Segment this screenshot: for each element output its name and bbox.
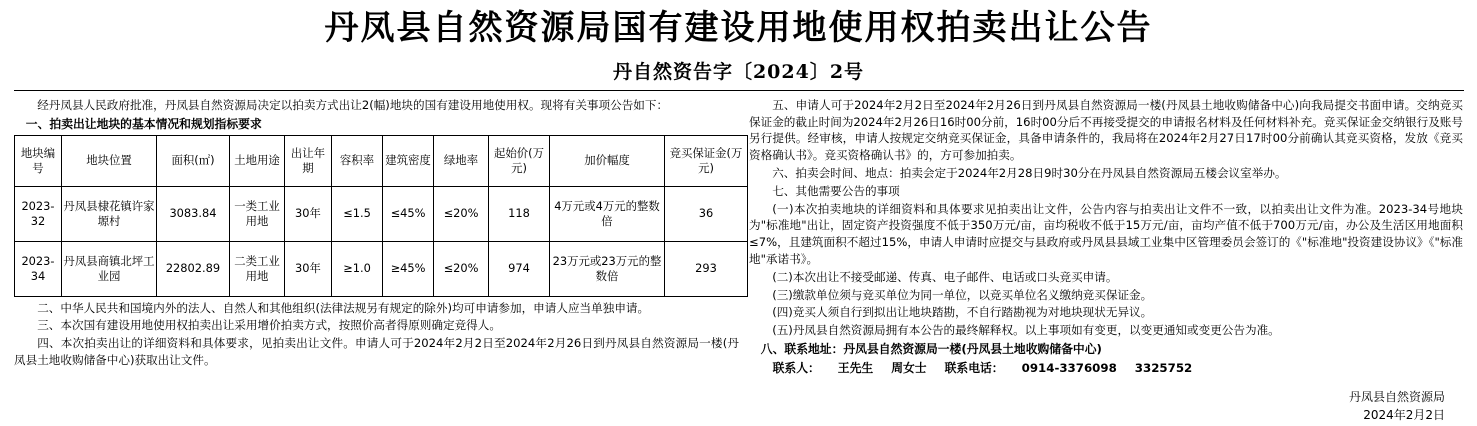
cell-years: 30年 — [285, 241, 332, 296]
th-location: 地块位置 — [62, 135, 157, 186]
left-paragraph-4: 四、本次拍卖出让的详细资料和具体要求，见拍卖出让文件。申请人可于2024年2月2日至2024年2月26日到丹凤县自然资源局一楼(丹凤县土地收购储备中心)获取出让文件。 — [14, 336, 739, 367]
contact-phone-one: 0914-3376098 — [1021, 360, 1117, 375]
right-paragraph-7-5: (五)丹凤县自然资源局拥有本公告的最终解释权。以上事项如有变更，以变更通知或变更公告为准。 — [772, 323, 1280, 338]
th-area: 面积(㎡) — [157, 135, 230, 186]
cell-start-price: 118 — [489, 186, 550, 241]
cell-code: 2023-32 — [15, 186, 62, 241]
contact-phone-label: 联系电话： — [944, 360, 1004, 375]
contact-person-two: 周女士 — [891, 360, 927, 375]
cell-location: 丹凤县商镇北坪工业园 — [62, 241, 157, 296]
contact-label: 联系人： — [772, 360, 820, 375]
cell-increment: 4万元或4万元的整数倍 — [550, 186, 665, 241]
section-one-heading: 一、拍卖出让地块的基本情况和规划指标要求 — [25, 116, 262, 131]
left-paragraph-2: 二、中华人民共和国境内外的法人、自然人和其他组织(法律法规另有规定的除外)均可申请参加，申请人应当单独申请。 — [37, 300, 650, 315]
th-start-price: 起始价(万元) — [489, 135, 550, 186]
section-eight-heading: 八、联系地址：丹凤县自然资源局一楼(丹凤县土地收购储备中心) — [760, 341, 1102, 356]
right-paragraph-6: 六、拍卖会时间、地点：拍卖会定于2024年2月28日9时30分在丹凤县自然资源局五楼会议室举办。 — [772, 165, 1287, 180]
th-code: 地块编号 — [15, 135, 62, 186]
left-column — [14, 97, 749, 424]
cell-location: 丹凤县棣花镇许家塬村 — [62, 186, 157, 241]
cell-use: 二类工业用地 — [230, 241, 285, 296]
th-use: 土地用途 — [230, 135, 285, 186]
right-paragraph-7-3: (三)缴款单位须与竞买单位为同一单位，以竞买单位名义缴纳竞买保证金。 — [772, 287, 1153, 302]
cell-deposit: 293 — [665, 241, 748, 296]
document-number: 丹自然资告字〔2024〕2号 — [612, 60, 865, 83]
contact-phone-two: 3325752 — [1134, 360, 1193, 375]
left-paragraph-3: 三、本次国有建设用地使用权拍卖出让采用增价拍卖方式，按照价高者得原则确定竞得人。 — [37, 318, 501, 333]
content-columns — [0, 91, 1477, 424]
signature-date: 2024年2月2日 — [1363, 407, 1445, 422]
table-row — [15, 241, 748, 296]
cell-increment: 23万元或23万元的整数倍 — [550, 241, 665, 296]
cell-start-price: 974 — [489, 241, 550, 296]
cell-far: ≤1.5 — [332, 186, 383, 241]
right-paragraph-5: 五、申请人可于2024年2月2日至2024年2月26日到丹凤县自然资源局一楼(丹凤县土地收购储备中心)向我局提交书面申请。交纳竞买保证金的截止时间为2024年2月26日16时00分前，16时00分后不再接受提交的申请报名材料及任何材料补充。竞买保证金交纳银行及账号另行提供。经审核，申请人按规定交纳竞买保证金，具备申请条件的，我局将在2024年2月27日17时00分前确认其竞买资格，发放《竞买资格确认书》。竞买资格确认书》的，方可参加拍卖。 — [749, 97, 1463, 163]
cell-green-rate: ≤20% — [434, 186, 489, 241]
cell-years: 30年 — [285, 186, 332, 241]
right-paragraph-7-4: (四)竞买人须自行到拟出让地块踏勘，不自行踏勘视为对地块现状无异议。 — [772, 305, 1153, 320]
th-green-rate: 绿地率 — [434, 135, 489, 186]
th-years: 出让年期 — [285, 135, 332, 186]
page-title: 丹凤县自然资源局国有建设用地使用权拍卖出让公告 — [324, 8, 1153, 48]
th-increment: 加价幅度 — [550, 135, 665, 186]
cell-far: ≥1.0 — [332, 241, 383, 296]
signature-block — [749, 376, 1463, 424]
right-column — [749, 97, 1463, 424]
cell-area: 22802.89 — [157, 241, 230, 296]
lots-table — [14, 135, 748, 297]
th-far: 容积率 — [332, 135, 383, 186]
contacts-line — [749, 359, 1463, 376]
cell-use: 一类工业用地 — [230, 186, 285, 241]
cell-density: ≤45% — [383, 186, 434, 241]
signature-org: 丹凤县自然资源局 — [1348, 389, 1445, 404]
right-paragraph-7-1: (一)本次拍卖地块的详细资料和具体要求见拍卖出让文件，公告内容与拍卖出让文件不一致，以拍卖出让文件为准。2023-34号地块为"标准地"出让，固定资产投资强度不低于350万元/亩，亩均税收不低于15万元/亩，亩均产值不低于700万元/亩，办公及生活区用地面积≤7%，且建筑面积不超过15%，申请人申请时应提交与县政府或丹凤县县域工业集中区管理委员会签订的《"标准地"投资建设协议》《"标准地"承诺书》。 — [749, 201, 1463, 266]
th-deposit: 竞买保证金(万元) — [665, 135, 748, 186]
table-header-row — [15, 135, 748, 186]
right-paragraph-7: 七、其他需要公告的事项 — [772, 183, 900, 198]
cell-code: 2023-34 — [15, 241, 62, 296]
cell-deposit: 36 — [665, 186, 748, 241]
contact-person-one: 王先生 — [837, 360, 874, 375]
right-paragraph-7-2: (二)本次出让不接受邮递、传真、电子邮件、电话或口头竞买申请。 — [772, 269, 1118, 284]
table-row — [15, 186, 748, 241]
intro-paragraph: 经丹凤县人民政府批准，丹凤县自然资源局决定以拍卖方式出让2(幅)地块的国有建设用地使用权。现将有关事项公告如下： — [37, 97, 669, 112]
th-density: 建筑密度 — [383, 135, 434, 186]
cell-green-rate: ≤20% — [434, 241, 489, 296]
cell-density: ≥45% — [383, 241, 434, 296]
cell-area: 3083.84 — [157, 186, 230, 241]
